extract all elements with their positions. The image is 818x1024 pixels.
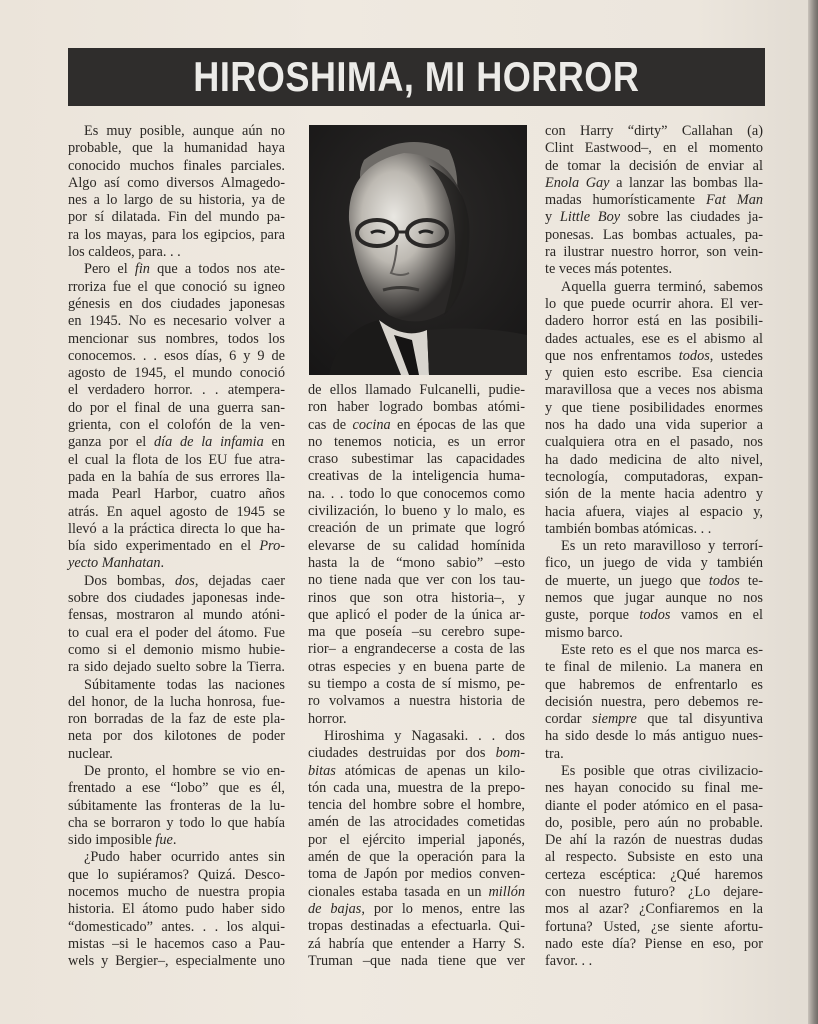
text-line: en 1945. No es necesario volver a — [68, 313, 285, 330]
portrait-photo — [309, 125, 527, 375]
text-run: atómicas de apenas un kilo- — [335, 762, 525, 779]
text-line: sobre dos ciudades japonesas inde- — [68, 590, 285, 607]
text-line — [68, 555, 285, 572]
italic-text: de bajas — [308, 900, 362, 917]
text-line: neta por dos kilotones de poder — [68, 728, 285, 745]
text-line: Es muy posible, aunque aún no — [84, 123, 285, 139]
text-line: conocemos. . . esos días, 6 y 9 de — [68, 347, 285, 364]
text-line: horror. — [308, 710, 347, 727]
text-run: a lanzar las bombas lla- — [609, 174, 763, 191]
text-run: sobre las ciudades ja- — [620, 209, 763, 226]
text-line: tecnología, computadoras, expan- — [545, 468, 763, 485]
text-line: con Harry “dirty” Callahan (a) — [545, 123, 763, 139]
text-line — [545, 711, 763, 728]
text-line: te final de milenio. La manera en — [545, 659, 763, 676]
text-line: toma de Japón por medios conven- — [308, 866, 525, 883]
text-line: que habremos de enfrentarlo es — [545, 676, 763, 693]
text-line: “domesticado” antes. . . los alqui- — [68, 918, 285, 935]
text-line — [68, 261, 285, 278]
text-line: creación de un primate que logró — [308, 520, 525, 537]
text-line: tón cada una, muestra de la prepo- — [308, 779, 525, 796]
article-column-2 — [308, 382, 525, 970]
italic-text: millón — [488, 883, 525, 900]
text-run: cas de — [308, 416, 353, 433]
text-line: nocemos mucho de nuestra propia — [68, 884, 285, 901]
text-line: Truman –que nada tiene que ver — [308, 952, 525, 969]
italic-text: cocina — [352, 416, 391, 433]
text-line — [68, 538, 285, 555]
text-line — [68, 434, 285, 451]
text-line: hacia afuera, viajes al espacio y, — [545, 503, 763, 520]
text-run: . — [160, 555, 165, 572]
text-line: fortuna? Usted, ¿se siente afortu- — [545, 918, 763, 935]
text-line: Algo así como diversos Almagedo- — [68, 174, 285, 191]
text-run: y — [545, 209, 560, 226]
text-run: ciudades destruidas por dos — [308, 745, 496, 762]
text-line: Hiroshima y Nagasaki. . . dos — [324, 727, 525, 744]
text-line: Este reto es el que nos marca es- — [561, 641, 763, 658]
title-banner — [68, 48, 765, 106]
text-run: de muerte, un juego que — [545, 572, 709, 589]
text-line: cha se borraron y todo lo que había — [68, 814, 285, 831]
text-line: de ellos llamado Fulcanelli, pudie- — [308, 382, 525, 398]
text-run: sido imposible — [68, 832, 156, 849]
italic-text: Fat Man — [705, 192, 763, 209]
text-line: na. . . todo lo que conocemos como — [308, 485, 525, 502]
text-line: hasta la de “mono sabio” –esto — [308, 554, 525, 571]
italic-text: todos — [678, 347, 710, 364]
text-line: lo que puede ocurrir ahora. El ver- — [545, 295, 763, 312]
text-line: súbitamente las fronteras de la lu- — [68, 797, 285, 814]
text-line: probable, que la humanidad haya — [68, 140, 285, 157]
text-line: mada Pearl Harbor, cuatro años — [68, 486, 285, 503]
text-line: tra. — [545, 745, 564, 762]
text-line: no tiene nada que ver con los tau- — [308, 572, 525, 589]
italic-text: fue — [155, 832, 173, 849]
text-line: los caldeos, para. . . — [68, 244, 181, 261]
text-line: ro volvamos a nuestra historia de — [308, 693, 525, 710]
text-line: rior– a engrandecerse a costa de las — [308, 641, 525, 658]
text-run: en épocas de las que — [390, 416, 525, 433]
text-line: craso subestimar las capacidades — [308, 451, 525, 468]
text-line: atrás. En aquel agosto de 1945 se — [68, 503, 285, 520]
italic-text: Enola Gay — [545, 174, 610, 191]
text-line: Clint Eastwood–, en el momento — [545, 140, 763, 157]
text-run: en — [263, 434, 286, 451]
text-run: madas humorísticamente — [545, 192, 706, 209]
italic-text: todos — [639, 607, 671, 624]
text-line: favor. . . — [545, 953, 593, 970]
text-line: De ahí la razón de nuestras dudas — [545, 832, 763, 849]
text-line: do por el final de una guerra san- — [68, 399, 285, 416]
text-line: frentado a ese “lobo” que es él, — [68, 780, 285, 797]
italic-text: día de la infamia — [153, 434, 264, 451]
text-line — [308, 763, 525, 780]
text-line: ra los mayas, para los egipcios, para — [68, 226, 285, 243]
text-line: génesis en dos ciudades japonesas — [68, 295, 285, 312]
text-line: su tiempo a costa de sí mismo, pe- — [308, 676, 525, 693]
text-line: de tomar la decisión de enviar al — [545, 157, 763, 174]
text-line: ma que poseía –su cerebro supe- — [308, 624, 525, 641]
text-line: conocido muchos finales parciales. — [68, 157, 285, 174]
italic-text: bom- — [495, 745, 525, 762]
text-run: , dejadas caer — [194, 572, 285, 589]
italic-text: Little Boy — [559, 209, 621, 226]
text-line: grienta, con el colofón de la ven- — [68, 417, 285, 434]
text-line: que aplicó el poder de la única ar- — [308, 606, 525, 623]
italic-text: bitas — [308, 762, 336, 779]
text-line — [545, 607, 763, 624]
text-run: Dos bombas, — [84, 572, 175, 589]
text-line: nuclear. — [68, 745, 113, 762]
text-run: bía sido experimentado en el — [68, 538, 260, 555]
text-line — [308, 745, 525, 762]
text-line: diante el poder atómico en el pasa- — [545, 797, 763, 814]
text-line — [545, 573, 763, 590]
text-run: Pero el — [84, 261, 135, 278]
text-line: do, posible, pero aún no probable. — [545, 814, 763, 831]
text-line: nes hayan conocido su final me- — [545, 780, 763, 797]
text-line: certeza escéptica: ¿Qué haremos — [545, 866, 763, 883]
text-line: ra ilustrar nuestro horror, son vein- — [545, 244, 763, 261]
text-line: civilización, lo bueno y lo malo, es — [308, 503, 525, 520]
text-line — [545, 348, 763, 365]
text-line: ha dado medicina de alto nivel, — [545, 451, 763, 468]
text-run: que tal disyuntiva — [636, 711, 763, 728]
text-line: y que tiene posibilidades enormes — [545, 399, 763, 416]
text-line — [308, 901, 525, 918]
text-line: rinos que son otra historia–, y — [308, 589, 525, 606]
text-line: el cual la flota de los EU fue atra- — [68, 451, 285, 468]
text-line: te veces más potentes. — [545, 261, 673, 278]
text-line: nos ha dado una vida superior a — [545, 417, 763, 434]
text-line: no tenemos noticia, es un error — [308, 433, 525, 450]
text-line: del honor, de la lucha honrosa, fue- — [68, 693, 285, 710]
text-line: pada en la bahía de sus errores lla- — [68, 468, 285, 485]
text-line: Aquella guerra terminó, sabemos — [561, 278, 763, 295]
text-line: ron borradas de la faz de este pla- — [68, 711, 285, 728]
text-line: al respecto. Subsiste en esto una — [545, 849, 763, 866]
text-line: nes a lo largo de su historia, ya de — [68, 192, 285, 209]
text-run: , ustedes — [709, 347, 763, 364]
article-title: HIROSHIMA, MI HORROR — [193, 53, 640, 100]
text-line — [308, 884, 525, 901]
text-line: mismo barco. — [545, 624, 623, 641]
text-line: zá habría que entender a Harry S. — [308, 935, 525, 952]
article-column-3 — [545, 123, 763, 971]
text-line: tropas destinadas a efectuarla. Qui- — [308, 918, 525, 935]
text-run: , por lo menos, entre las — [361, 900, 525, 917]
text-line: wels y Bergier–, especialmente uno — [68, 953, 285, 970]
text-line: sión de la mente hacia adentro y — [545, 486, 763, 503]
text-line: elevarse de su calidad homínida — [308, 537, 525, 554]
text-line: ha sido desde lo más antiguo nues- — [545, 728, 763, 745]
text-run: vamos en el — [670, 607, 763, 624]
text-line — [308, 417, 525, 434]
text-line: creativas de la inteligencia huma- — [308, 468, 525, 485]
text-run: cionales estaba tasada en un — [308, 883, 489, 900]
text-line: como si el demonio mismo hubie- — [68, 641, 285, 658]
italic-text: fin — [134, 261, 150, 278]
text-line: fico, un juego de vida y también — [545, 555, 763, 572]
article-column-1 — [68, 123, 285, 971]
text-line: que lo supiéramos? Quizá. Desco- — [68, 866, 285, 883]
text-line: decisión nuestra, pero debemos re- — [545, 693, 763, 710]
page-edge-shadow — [808, 0, 818, 1024]
text-line: agosto de 1945, el mundo conoció — [68, 365, 285, 382]
text-line: historia. El átomo pudo haber sido — [68, 901, 285, 918]
text-line: por sí dilatada. Fin del mundo pa- — [68, 209, 285, 226]
text-line: ponesas. Las bombas actuales, pa- — [545, 226, 763, 243]
text-run: te- — [739, 572, 763, 589]
text-line: dades actuales, ese es el abismo al — [545, 330, 763, 347]
text-line: y quien esto escribe. Esa ciencia — [545, 365, 763, 382]
text-line: el verdadero horror. . . atempera- — [68, 382, 285, 399]
text-line: mencionar sus nombres, todos los — [68, 330, 285, 347]
text-line: maravillosa que a veces nos abisma — [545, 382, 763, 399]
text-line: De pronto, el hombre se vio en- — [84, 762, 285, 779]
text-line: amén de que la operación para la — [308, 849, 525, 866]
text-line: con nuestro futuro? ¿Lo dejare- — [545, 884, 763, 901]
text-line: cualquiera otra en el pasado, nos — [545, 434, 763, 451]
text-run: guste, porque — [545, 607, 640, 624]
text-line — [545, 175, 763, 192]
text-line: mos al azar? ¿Confiaremos en la — [545, 901, 763, 918]
text-line: fensas, mostraron al mundo atóni- — [68, 607, 285, 624]
text-line — [545, 209, 763, 226]
text-line: Súbitamente todas las naciones — [84, 676, 285, 693]
italic-text: yecto Manhatan — [68, 555, 161, 572]
italic-text: Pro- — [259, 538, 285, 555]
portrait-icon — [309, 125, 527, 375]
text-line: nemos que jugar aunque no nos — [545, 590, 763, 607]
text-line: llevó a la práctica directa lo que ha- — [68, 520, 285, 537]
text-line: Es un reto maravilloso y terrorí- — [561, 538, 763, 555]
text-line: por el ejército imperial japonés, — [308, 831, 525, 848]
text-line: mistas –si le hacemos caso a Pau- — [68, 935, 285, 952]
text-run: que a todos nos ate- — [149, 261, 285, 278]
text-run: ganza por el — [68, 434, 154, 451]
text-line — [545, 192, 763, 209]
italic-text: dos — [174, 572, 195, 589]
text-line: nado este día? Piense en eso, por — [545, 935, 763, 952]
text-run: que nos enfrentamos — [545, 347, 679, 364]
text-line: Es posible que otras civilizacio- — [561, 762, 763, 779]
text-line: otras especies y en buena parte de — [308, 658, 525, 675]
text-line — [68, 832, 285, 849]
text-line: tencia del hombre sobre el hombre, — [308, 797, 525, 814]
text-line: amén de las atrocidades cometidas — [308, 814, 525, 831]
text-line: ra sido dejado suelto sobre la Tierra. — [68, 659, 285, 676]
text-line: también bombas atómicas. . . — [545, 520, 712, 537]
text-line: ron haber logrado bombas atómi- — [308, 399, 525, 416]
italic-text: siempre — [592, 711, 637, 728]
text-run: . — [172, 832, 177, 849]
text-line: dadero horror está en las posibili- — [545, 313, 763, 330]
text-line: to cual era el poder del átomo. Fue — [68, 624, 285, 641]
text-line: ¿Pudo haber ocurrido antes sin — [84, 849, 285, 866]
italic-text: todos — [708, 572, 740, 589]
text-line: rroriza fue el que conoció su igneo — [68, 278, 285, 295]
text-line — [68, 573, 285, 590]
text-run: cordar — [545, 711, 593, 728]
